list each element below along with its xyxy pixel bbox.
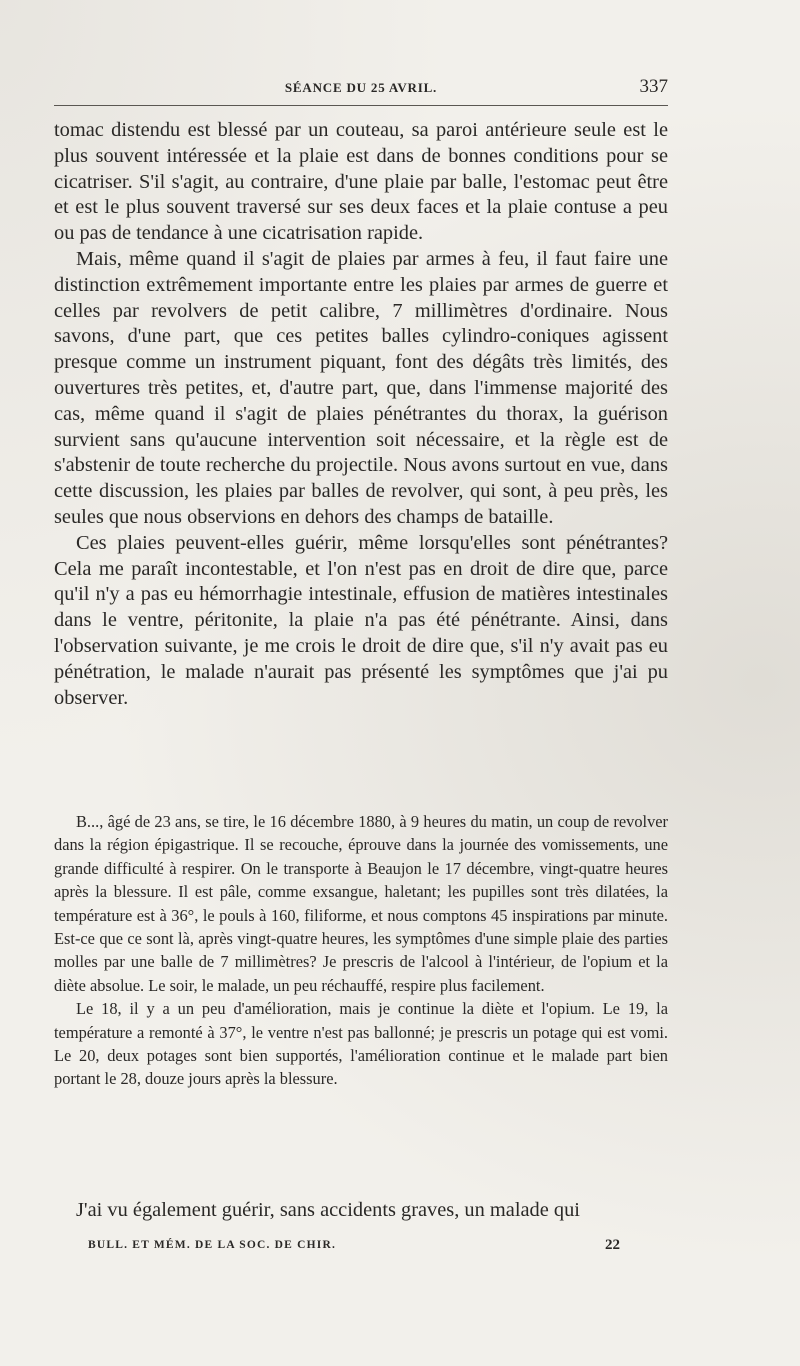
paragraph-2: Mais, même quand il s'agit de plaies par armes à feu, il faut faire une distinction extrêmement importante entre les plaies par armes de guerre et celles par revolvers de petit calibre, 7 millimètres d'ordinaire. Nous savons, d'une part, que ces petites balles cylindro-coniques agissent presque comme un instrument piquant, font des dégâts très limités, des ouvertures très petites, et, d'autre part, que, dans l'immense majorité des cas, même quand il s'agit de plaies pénétrantes du thorax, la guérison survient sans qu'aucune intervention soit nécessaire, et la règle est de s'abstenir de toute recherche du projectile. Nous avons surtout en vue, dans cette discussion, les plaies par balles de revolver, qui sont, à peu près, les seules que nous observions en dehors des champs de bataille. — [54, 247, 668, 528]
closing-line: J'ai vu également guérir, sans accidents graves, un malade qui — [76, 1199, 580, 1221]
closing-text — [54, 1198, 668, 1224]
observation-paragraph-1: B..., âgé de 23 ans, se tire, le 16 décembre 1880, à 9 heures du matin, un coup de revolver dans la région épigastrique. Il se recouche, éprouve dans la journée des vomissements, une grande difficulté à respirer. On le transporte à Beaujon le 17 décembre, vingt-quatre heures après la blessure. Il est pâle, comme exsangue, haletant; les pupilles sont très dilatées, la température est à 36°, le pouls à 160, filiforme, et nous comptons 45 inspirations par minute. Est-ce que ce sont là, après vingt-quatre heures, les symptômes d'une simple plaie des parties molles par une balle de 7 millimètres? Je prescris de l'alcool à l'intérieur, de l'opium et la diète absolue. Le soir, le malade, un peu réchauffé, respire plus facilement. — [54, 812, 668, 995]
footer-signature-number: 22 — [605, 1237, 620, 1253]
observation-paragraph-2: Le 18, il y a un peu d'amélioration, mais je continue la diète et l'opium. Le 19, la température a remonté à 37°, le ventre n'est pas ballonné; je prescris un potage qui est vomi. Le 20, deux potages sont bien supportés, l'amélioration continue et le malade part bien portant le 28, douze jours après la blessure. — [54, 999, 668, 1089]
paragraph-1: tomac distendu est blessé par un couteau, sa paroi antérieure seule est le plus souvent intéressée et la plaie est dans de bonnes conditions pour se cicatriser. S'il s'agit, au contraire, d'une plaie par balle, l'estomac peut être et est le plus souvent traversé sur ses deux faces et la plaie contuse a peu ou pas de tendance à une cicatrisation rapide. — [54, 119, 668, 245]
paragraph-3: Ces plaies peuvent-elles guérir, même lorsqu'elles sont pénétrantes? Cela me paraît incontestable, et l'on n'est pas en droit de dire que, parce qu'il n'y a pas eu hémorrhagie intestinale, effusion de matières intestinales dans le ventre, péritonite, la plaie n'a pas été pénétrante. Ainsi, dans l'observation suivante, je me crois le droit de dire que, s'il n'y avait pas eu pénétration, le malade n'aurait pas présenté les symptômes que j'ai pu observer. — [54, 531, 668, 709]
running-header — [54, 76, 668, 98]
page-footer — [54, 1237, 668, 1255]
page-number: 337 — [639, 76, 668, 97]
footer-journal-title: BULL. ET MÉM. DE LA SOC. DE CHIR. — [88, 1239, 337, 1251]
main-text — [54, 118, 668, 711]
header-rule — [54, 105, 668, 106]
header-title: SÉANCE DU 25 AVRIL. — [284, 80, 438, 95]
case-observation — [54, 810, 668, 1091]
